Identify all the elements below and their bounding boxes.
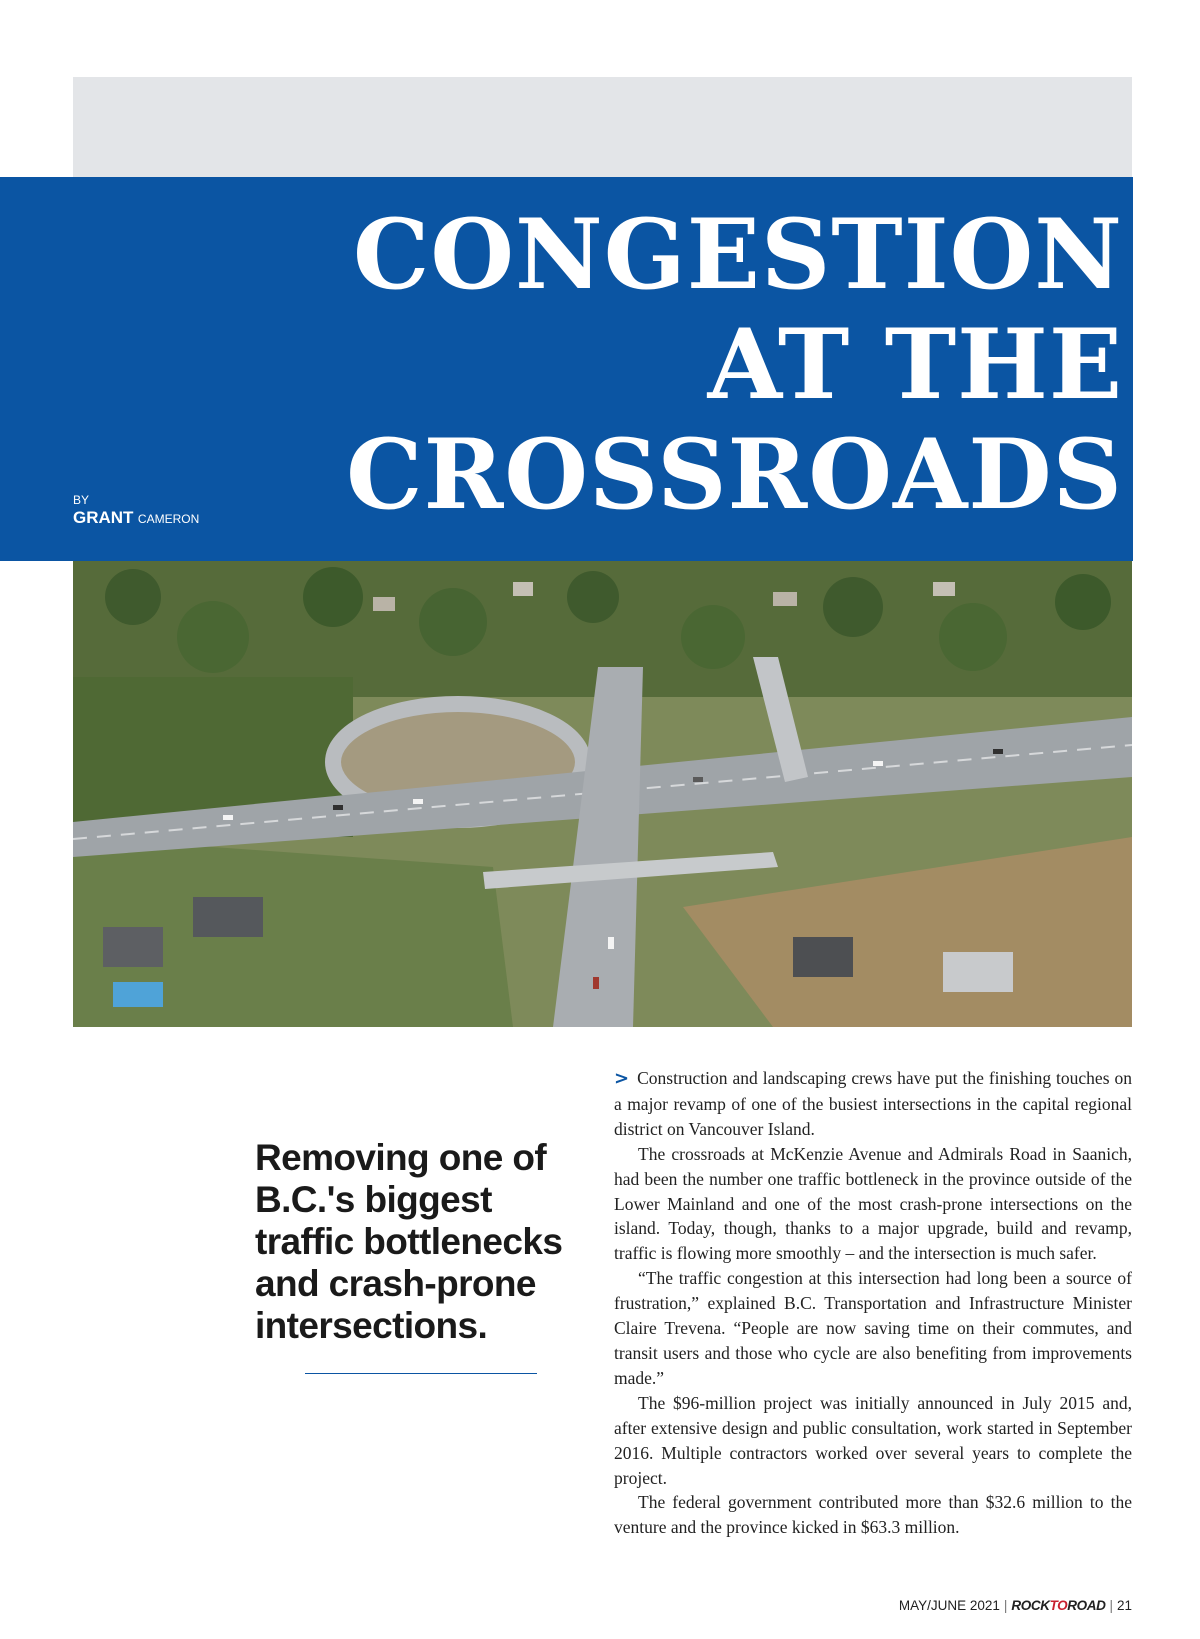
magazine-logo-part1: ROCK	[1011, 1598, 1050, 1613]
page-number: 21	[1116, 1598, 1132, 1613]
deck-divider	[305, 1373, 537, 1374]
magazine-logo-part3: ROAD	[1067, 1598, 1106, 1613]
article-body	[614, 1066, 1132, 1540]
page-footer	[899, 1598, 1132, 1613]
paragraph-5: The federal government contributed more than $32.6 million to the venture and the province kicked in $63.3 million.	[614, 1492, 1132, 1538]
byline-by: BY	[73, 493, 90, 507]
deck: Removing one of B.C.'s biggest traffic bottlenecks and crash-prone intersections.	[255, 1137, 563, 1346]
issue-date: MAY/JUNE 2021	[898, 1598, 1000, 1613]
headline-line-3: CROSSROADS	[346, 418, 1123, 531]
author-last-name: CAMERON	[137, 512, 200, 526]
magazine-logo	[1011, 1598, 1105, 1613]
author-first-name: GRANT	[73, 508, 134, 527]
headline-line-1: CONGESTION	[353, 198, 1123, 311]
paragraph-1	[614, 1066, 1132, 1142]
footer-separator-2: |	[1109, 1598, 1113, 1613]
paragraph-2: The crossroads at McKenzie Avenue and Admirals Road in Saanich, had been the number one traffic bottleneck in the province outside of the Lower Mainland and one of the most crash-prone intersections on the island. Today, though, thanks to a major upgrade, build and revamp, traffic is flowing more smoothly – and the intersection is much safer.	[614, 1143, 1132, 1264]
footer-separator: |	[1003, 1598, 1008, 1613]
headline-line-2: AT THE	[707, 308, 1123, 421]
byline	[73, 492, 199, 528]
paragraph-marker-icon: >	[614, 1068, 630, 1089]
paragraph-1-text: Construction and landscaping crews have put the finishing touches on a major revamp of one of the busiest intersections in the capital regional district on Vancouver Island.	[614, 1068, 1132, 1139]
paragraph-4: The $96-million project was initially announced in July 2015 and, after extensive design and public consultation, work started in September 2016. Multiple contractors worked over several years to complete the project.	[614, 1392, 1132, 1488]
magazine-logo-part2: TO	[1049, 1598, 1068, 1613]
headline	[346, 200, 1123, 530]
paragraph-3: “The traffic congestion at this intersection had long been a source of frustration,” explained B.C. Transportation and Infrastructure Minister Claire Trevena. “People are now saving time on their commutes, and transit users and those who cycle are also benefiting from improvements made.”	[614, 1268, 1132, 1388]
